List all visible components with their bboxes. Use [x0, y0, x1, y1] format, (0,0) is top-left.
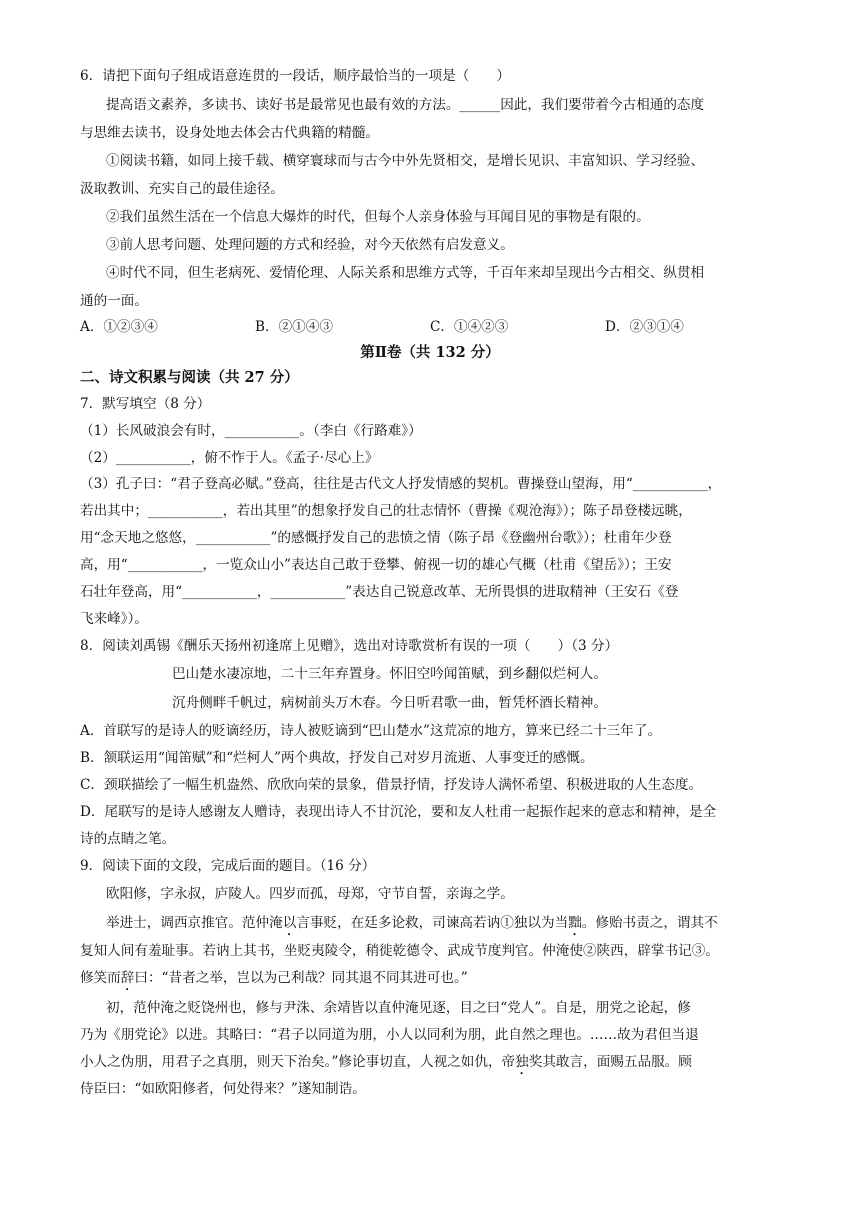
dotted-char: 以: [282, 915, 297, 931]
q8-option-c[interactable]: C．颈联描绘了一幅生机盎然、欣欣向荣的景象，借景抒情，抒发诗人满怀希望、积极进取的人生态度。: [80, 777, 703, 793]
q6-option-c[interactable]: C．①④②③: [430, 319, 509, 335]
q9-para-2-cont-2: 修笑而辞曰：“昔者之举，岂以为己利哉？同其退不同其进可也。”: [80, 970, 468, 986]
dotted-char: 黜: [568, 915, 582, 931]
q6-sentence-2: ②我们虽然生活在一个信息大爆炸的时代，但每个人亲身体验与耳闻目见的事物是有限的。: [106, 209, 650, 225]
q7-line-2: （2）___________，俯不怍于人。《孟子·尽心上》: [80, 450, 379, 466]
q9-para-3-cont-3: 侍臣曰：“如欧阳修者，何处得来？”遂知制诰。: [80, 1081, 366, 1097]
q6-option-b[interactable]: B．②①④③: [255, 319, 333, 335]
q6-sentence-3: ③前人思考问题、处理问题的方式和经验，对今天依然有启发意义。: [106, 237, 514, 253]
q7-line-3: （3）孔子曰：“君子登高必赋。”登高，往往是古代文人抒发情感的契机。曹操登山望海，用“___________，: [80, 476, 722, 492]
q9-stem: 9．阅读下面的文段，完成后面的题目。（16 分）: [80, 858, 376, 874]
q8-option-d[interactable]: D．尾联写的是诗人感谢友人赠诗，表现出诗人不甘沉沦，要和友人杜甫一起振作起来的意志和精神，是全: [80, 804, 717, 820]
q6-option-d[interactable]: D．②③①④: [605, 319, 684, 335]
q9-para-2-cont: 复知人间有羞耻事。若讷上其书，坐贬夷陵令，稍徙乾德令、武成节度判官。仲淹使②陕西，辟掌书记③。: [80, 943, 719, 959]
q9-para-3: 初，范仲淹之贬饶州也，修与尹洙、余靖皆以直仲淹见逐，目之曰“党人”。自是，朋党之论起，修: [106, 1000, 691, 1016]
q8-poem-line-2: 沉舟侧畔千帆过，病树前头万木春。今日听君歌一曲，暂凭杯酒长精神。: [172, 695, 607, 711]
q9-para-1: 欧阳修，字永叔，庐陵人。四岁而孤，母郑，守节自誓，亲诲之学。: [106, 886, 514, 902]
q9-para-3-cont: 乃为《朋党论》以进。其略曰：“君子以同道为朋，小人以同利为朋，此自然之理也。……故为君但当退: [80, 1027, 699, 1043]
volume-title: 第Ⅱ卷（共 132 分）: [360, 344, 500, 361]
q6-stem: 6．请把下面句子组成语意连贯的一段话，顺序最恰当的一项是（ ）: [80, 68, 511, 84]
q6-passage: 提高语文素养，多读书、读好书是最常见也最有效的方法。______因此，我们要带着今古相通的态度: [106, 97, 705, 113]
q7-line-6: 高，用“___________，一览众山小”表达自己敢于登攀、俯视一切的雄心气概（杜甫《望岳》）；王安: [80, 557, 672, 573]
q8-stem: 8．阅读刘禹锡《酬乐天扬州初逢席上见赠》，选出对诗歌赏析有误的一项（ ）（3 分）: [80, 638, 619, 654]
q6-sentence-1-cont: 汲取教训、充实自己的最佳途径。: [80, 181, 284, 197]
q6-sentence-4: ④时代不同，但生老病死、爱情伦理、人际关系和思维方式等，千百年来却呈现出今古相交、纵贯相: [106, 265, 705, 281]
q6-passage-cont: 与思维去读书，设身处地去体会古代典籍的精髓。: [80, 125, 380, 141]
section2-title: 二、诗文积累与阅读（共 27 分）: [80, 369, 299, 386]
q7-line-8: 飞来峰》）。: [80, 611, 148, 627]
q6-option-a[interactable]: A．①②③④: [80, 319, 158, 335]
q7-stem: 7．默写填空（8 分）: [80, 396, 211, 412]
q7-line-7: 石壮年登高，用“___________，___________”表达自己锐意改革、无所畏惧的进取精神（王安石《登: [80, 584, 679, 600]
q8-option-a[interactable]: A．首联写的是诗人的贬谪经历，诗人被贬谪到“巴山楚水”这荒凉的地方，算来已经二十三年了。: [80, 723, 662, 739]
q7-line-5: 用“念天地之悠悠，___________”的感慨抒发自己的悲愤之情（陈子昂《登幽州台歌》）；杜甫年少登: [80, 530, 672, 546]
q8-option-b[interactable]: B．颔联运用“闻笛赋”和“烂柯人”两个典故，抒发自己对岁月流逝、人事变迁的感慨。: [80, 750, 594, 766]
q9-para-2: 举进士，调西京推官。范仲淹以言事贬，在廷多论救，司谏高若讷①独以为当黜。修贻书责之，谓其不: [106, 915, 718, 931]
q7-line-4: 若出其中；___________，若出其里”的想象抒发自己的壮志情怀（曹操《观沧海》）；陈子昂登楼远眺，: [80, 503, 692, 519]
q9-para-3-cont-2: 小人之伪朋，用君子之真朋，则天下治矣。”修论事切直，人视之如仇，帝独奖其敢言，面赐五品服。顾: [80, 1054, 692, 1070]
q6-options: [80, 317, 780, 337]
q6-sentence-1: ①阅读书籍，如同上接千载、横穿寰球而与古今中外先贤相交，是增长见识、丰富知识、学习经验、: [106, 153, 705, 169]
q8-option-d-cont: 诗的点睛之笔。: [80, 831, 176, 847]
q8-poem-line-1: 巴山楚水凄凉地，二十三年弃置身。怀旧空吟闻笛赋，到乡翻似烂柯人。: [172, 666, 607, 682]
q7-line-1: （1）长风破浪会有时，___________。（李白《行路难》）: [80, 423, 422, 439]
q6-sentence-4-cont: 通的一面。: [80, 293, 148, 309]
dotted-char: 辞: [120, 970, 135, 986]
dotted-char: 独: [515, 1054, 529, 1070]
